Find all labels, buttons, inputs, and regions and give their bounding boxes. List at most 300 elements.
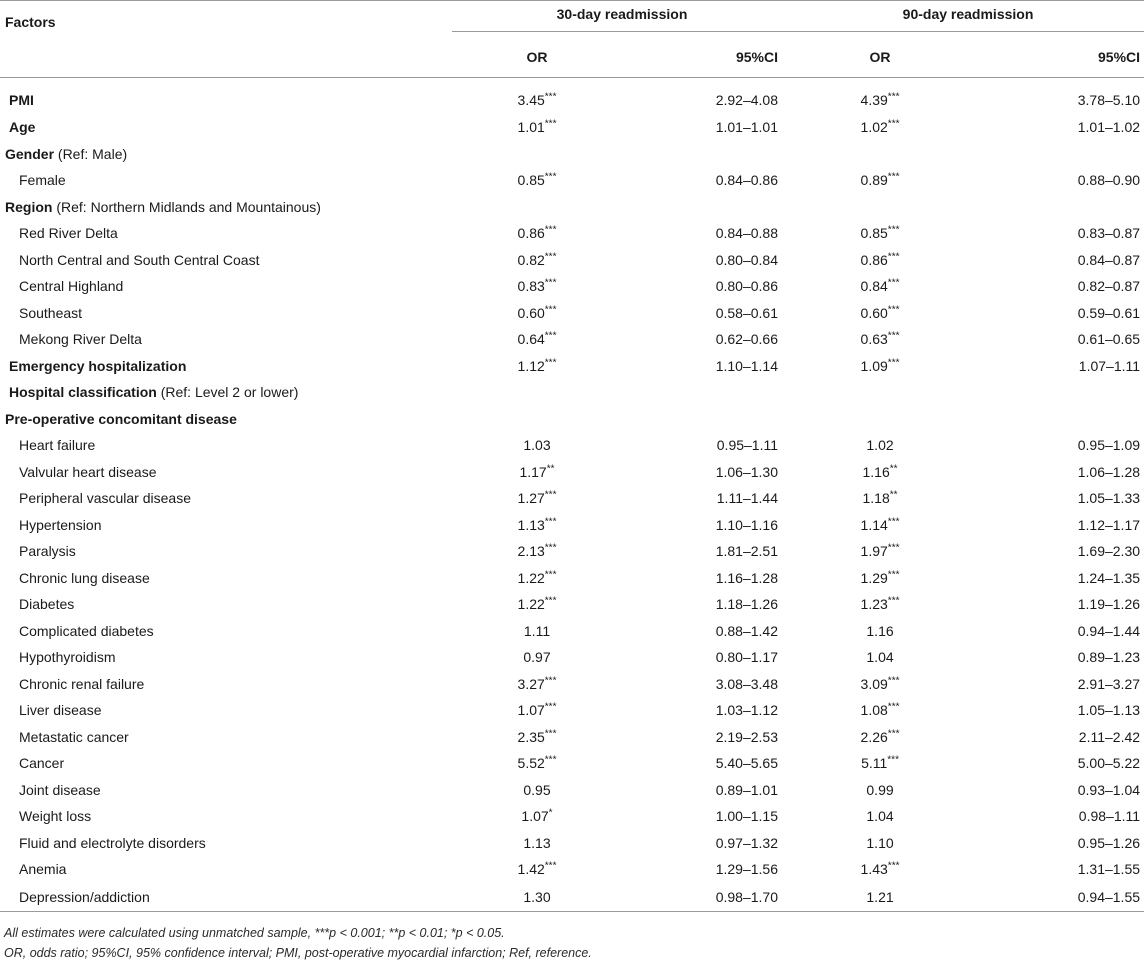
- ci-30-day: [622, 856, 792, 883]
- factor-name: Anemia: [19, 861, 67, 878]
- table-row: [0, 856, 1144, 883]
- factor-label: [0, 167, 452, 194]
- ci-90-day: [968, 644, 1144, 671]
- table-row: [0, 167, 1144, 194]
- factor-name: Hospital classification: [9, 384, 157, 401]
- table-row: [0, 644, 1144, 671]
- or-30-day-value: 1.13: [523, 834, 551, 851]
- ci-30-day: [622, 167, 792, 194]
- significance-marker: ***: [544, 701, 557, 713]
- ci-90-day: [968, 565, 1144, 592]
- ci-90-day: [968, 300, 1144, 327]
- ci-30-day: [622, 724, 792, 751]
- or-30-day-value: 1.01: [517, 119, 545, 136]
- table-row: [0, 883, 1144, 912]
- ci-90-day-value: 0.89–1.23: [1077, 649, 1141, 666]
- ci-90-day-value: 3.78–5.10: [1077, 92, 1141, 108]
- or-30-day: [452, 459, 622, 486]
- significance-marker: ***: [544, 357, 557, 369]
- table-row: [0, 697, 1144, 724]
- significance-marker: ***: [544, 595, 557, 607]
- factor-name: Cancer: [19, 755, 65, 772]
- ci-90-day-value: 1.05–1.13: [1077, 702, 1141, 719]
- table-row: [0, 830, 1144, 857]
- or-90-day-value: 3.09: [860, 675, 888, 692]
- or-30-day-value: 1.22: [517, 596, 545, 613]
- or-30-day-value: 1.03: [523, 437, 551, 454]
- ci-30-day-value: 1.00–1.15: [715, 808, 779, 825]
- or-90-day-value: 0.85: [860, 225, 888, 242]
- ci-30-day: [622, 671, 792, 698]
- table-row: [0, 671, 1144, 698]
- ci-90-day-value: 2.91–3.27: [1077, 675, 1141, 692]
- or-30-day-value: 2.13: [517, 543, 545, 560]
- ci-30-day: [622, 114, 792, 141]
- or-90-day-value: 1.08: [860, 702, 888, 719]
- ci-90-day: [968, 379, 1144, 406]
- factor-label: [0, 777, 452, 804]
- ci-90-day-value: 1.69–2.30: [1077, 543, 1141, 560]
- or-30-day: [452, 618, 622, 645]
- table-row: [0, 538, 1144, 565]
- ci-90-day-value: 0.88–0.90: [1077, 172, 1141, 189]
- ci-30-day: [622, 459, 792, 486]
- or-90-day: [792, 856, 968, 883]
- ci-90-day: [968, 114, 1144, 141]
- significance-marker: ***: [544, 304, 557, 316]
- or-30-day-value: 3.27: [517, 675, 545, 692]
- significance-marker: ***: [887, 171, 900, 183]
- ci-30-header: 95%CI: [735, 49, 779, 65]
- ci-90-day: [968, 538, 1144, 565]
- ci-90-day: [968, 220, 1144, 247]
- significance-marker: ***: [544, 118, 557, 130]
- or-90-day-value: 0.89: [860, 172, 888, 189]
- table-body: [0, 78, 1144, 912]
- ci-90-day: [968, 803, 1144, 830]
- factor-name: Hypothyroidism: [19, 649, 116, 666]
- ci-30-day-value: 0.80–0.84: [715, 251, 779, 268]
- table-row: [0, 591, 1144, 618]
- table-row: [0, 406, 1144, 433]
- ci-90-day: [968, 326, 1144, 353]
- factor-label: [0, 883, 452, 912]
- group-header-30-day-label: 30-day readmission: [452, 6, 792, 32]
- table-row: [0, 141, 1144, 168]
- significance-marker: ***: [544, 489, 557, 501]
- or-30-day-value: 0.85: [517, 172, 545, 189]
- or-90-day: [792, 167, 968, 194]
- factor-name: Hypertension: [19, 516, 102, 533]
- ci-30-day: [622, 883, 792, 912]
- table-row: [0, 565, 1144, 592]
- factor-name: PMI: [9, 92, 34, 108]
- significance-marker: ***: [544, 728, 557, 740]
- factor-label: [0, 459, 452, 486]
- or-90-day: [792, 724, 968, 751]
- factor-name: Emergency hospitalization: [9, 357, 187, 374]
- ci-30-day-value: 0.80–0.86: [715, 278, 779, 295]
- table-row: [0, 78, 1144, 115]
- factor-name: Complicated diabetes: [19, 622, 154, 639]
- or-90-day-value: 1.02: [866, 437, 894, 454]
- factor-label: [0, 326, 452, 353]
- ci-30-day: [622, 78, 792, 115]
- or-30-day-value: 0.86: [517, 225, 545, 242]
- or-90-header: OR: [869, 49, 891, 65]
- or-90-day-value: 1.23: [860, 596, 888, 613]
- factors-header: Factors: [0, 1, 452, 78]
- reference-note: (Ref: Northern Midlands and Mountainous): [52, 198, 321, 215]
- ci-90-day-value: 1.01–1.02: [1077, 119, 1141, 136]
- significance-marker: ***: [544, 569, 557, 581]
- or-30-day-value: 1.11: [523, 622, 551, 639]
- or-90-day-value: 1.04: [866, 649, 894, 666]
- or-30-day-value: 1.13: [517, 516, 545, 533]
- or-90-day-value: 0.86: [860, 251, 888, 268]
- factor-label: [0, 538, 452, 565]
- table-row: [0, 300, 1144, 327]
- ci-30-day: [622, 379, 792, 406]
- factor-name: Age: [9, 119, 36, 136]
- factor-name: Heart failure: [19, 437, 96, 454]
- table-row: [0, 114, 1144, 141]
- or-90-day-value: 0.63: [860, 331, 888, 348]
- or-90-day: [792, 353, 968, 380]
- factor-name: Depression/addiction: [19, 888, 150, 905]
- or-30-day: [452, 512, 622, 539]
- or-90-day-value: 0.84: [860, 278, 888, 295]
- ci-90-day: [968, 777, 1144, 804]
- table-row: [0, 618, 1144, 645]
- or-30-day: [452, 220, 622, 247]
- or-90-day-value: 1.16: [866, 622, 894, 639]
- or-90-day-value: 1.18: [862, 490, 890, 507]
- table-row: [0, 220, 1144, 247]
- factor-name: Region: [5, 198, 53, 215]
- factor-label: [0, 194, 452, 221]
- significance-marker: ***: [887, 754, 899, 766]
- factor-name: Chronic renal failure: [19, 675, 145, 692]
- ci-90-day: [968, 353, 1144, 380]
- or-30-day-value: 2.35: [517, 728, 545, 745]
- ci-90-day: [968, 856, 1144, 883]
- or-30-day: [452, 379, 622, 406]
- or-30-day: [452, 247, 622, 274]
- factor-name: Weight loss: [19, 808, 92, 825]
- ci-90-day-value: 1.12–1.17: [1077, 516, 1141, 533]
- significance-marker: ***: [887, 569, 900, 581]
- factor-label: [0, 485, 452, 512]
- ci-30-day: [622, 406, 792, 433]
- or-30-day: [452, 883, 622, 912]
- ci-30-day: [622, 803, 792, 830]
- factor-name: Peripheral vascular disease: [19, 490, 191, 507]
- or-30-day-value: 0.60: [517, 304, 545, 321]
- ci-90-day: [968, 830, 1144, 857]
- ci-90-day: [968, 167, 1144, 194]
- factor-label: [0, 697, 452, 724]
- or-90-day: [792, 379, 968, 406]
- table-row: [0, 273, 1144, 300]
- significance-marker: **: [546, 463, 555, 475]
- or-90-day-value: 5.11: [861, 755, 888, 772]
- significance-marker: ***: [544, 171, 557, 183]
- table-row: [0, 485, 1144, 512]
- factor-name: Diabetes: [19, 596, 75, 613]
- ci-90-day-value: 1.24–1.35: [1077, 569, 1141, 586]
- significance-marker: ***: [887, 728, 900, 740]
- factor-name: Pre-operative concomitant disease: [5, 410, 237, 427]
- ci-30-day-value: 0.97–1.32: [715, 834, 779, 851]
- ci-90-day-value: 1.31–1.55: [1077, 861, 1141, 878]
- or-90-day: [792, 432, 968, 459]
- ci-30-day-value: 1.11–1.44: [716, 490, 779, 507]
- or-90-day: [792, 644, 968, 671]
- factor-label: [0, 644, 452, 671]
- significance-marker: **: [889, 463, 898, 475]
- ci-90-day: [968, 724, 1144, 751]
- or-90-day-value: 1.16: [862, 463, 890, 480]
- or-30-day-value: 1.12: [517, 357, 545, 374]
- ci-30-day: [622, 830, 792, 857]
- factor-label: [0, 565, 452, 592]
- or-30-day: [452, 724, 622, 751]
- ci-90-day-value: 1.07–1.11: [1078, 357, 1141, 374]
- significance-marker: ***: [887, 251, 900, 263]
- ci-30-day: [622, 353, 792, 380]
- factor-label: [0, 141, 452, 168]
- or-30-day: [452, 432, 622, 459]
- ci-90-day-value: 0.95–1.26: [1077, 834, 1141, 851]
- ci-90-day-value: 0.59–0.61: [1077, 304, 1141, 321]
- ci-90-day-value: 0.84–0.87: [1077, 251, 1141, 268]
- ci-30-day-value: 0.84–0.88: [715, 225, 779, 242]
- or-30-day: [452, 856, 622, 883]
- factor-name: Joint disease: [19, 781, 101, 798]
- ci-90-day: [968, 141, 1144, 168]
- reference-note: (Ref: Male): [54, 145, 128, 162]
- or-30-day-value: 1.07: [521, 808, 549, 825]
- or-30-day-value: 5.52: [517, 755, 545, 772]
- ci-30-day-value: 2.19–2.53: [715, 728, 779, 745]
- ci-90-day: [968, 485, 1144, 512]
- significance-marker: ***: [544, 277, 557, 289]
- or-90-day-value: 1.43: [860, 861, 888, 878]
- factor-label: [0, 353, 452, 380]
- or-90-day: [792, 78, 968, 115]
- or-90-day: [792, 406, 968, 433]
- or-90-day: [792, 883, 968, 912]
- ci-30-day-value: 1.29–1.56: [715, 861, 779, 878]
- significance-marker: ***: [544, 224, 557, 236]
- footnote-abbreviations: OR, odds ratio; 95%CI, 95% confidence interval; PMI, post-operative myocardial infarction; Ref, reference.: [4, 945, 592, 960]
- or-90-day: [792, 194, 968, 221]
- significance-marker: ***: [887, 675, 900, 687]
- or-90-day-value: 1.04: [866, 808, 894, 825]
- table-footnotes: [0, 923, 1144, 963]
- factor-name: Southeast: [19, 304, 83, 321]
- reference-note: (Ref: Level 2 or lower): [156, 384, 299, 401]
- significance-marker: ***: [544, 675, 557, 687]
- table-row: [0, 750, 1144, 777]
- ci-30-day: [622, 644, 792, 671]
- factor-name: Female: [19, 172, 66, 189]
- factor-name: Metastatic cancer: [19, 728, 129, 745]
- or-30-day: [452, 353, 622, 380]
- or-30-day-value: 1.42: [517, 861, 545, 878]
- or-30-header: OR: [526, 49, 548, 65]
- factor-label: [0, 300, 452, 327]
- ci-90-day: [968, 194, 1144, 221]
- ci-30-day: [622, 618, 792, 645]
- table-row: [0, 803, 1144, 830]
- or-30-day-value: 0.64: [517, 331, 545, 348]
- ci-30-day-value: 0.62–0.66: [715, 331, 779, 348]
- or-30-day-value: 1.30: [523, 888, 551, 905]
- significance-marker: *: [548, 807, 553, 819]
- ci-30-day-value: 0.88–1.42: [715, 622, 779, 639]
- ci-90-day-value: 0.61–0.65: [1077, 331, 1141, 348]
- ci-30-day-value: 0.58–0.61: [715, 304, 779, 321]
- ci-30-day: [622, 777, 792, 804]
- or-30-day: [452, 591, 622, 618]
- ci-30-day-value: 1.03–1.12: [715, 702, 779, 719]
- or-30-day: [452, 167, 622, 194]
- or-30-day: [452, 273, 622, 300]
- ci-30-day: [622, 591, 792, 618]
- ci-30-day-value: 1.10–1.14: [715, 357, 779, 374]
- or-90-day: [792, 618, 968, 645]
- significance-marker: ***: [544, 754, 557, 766]
- ci-90-day: [968, 697, 1144, 724]
- ci-90-day-value: 0.93–1.04: [1077, 781, 1141, 798]
- factor-label: [0, 618, 452, 645]
- ci-30-day: [622, 247, 792, 274]
- significance-marker: ***: [544, 91, 557, 103]
- or-30-day: [452, 803, 622, 830]
- or-30-day-value: 0.97: [523, 649, 551, 666]
- ci-90-day-value: 1.05–1.33: [1077, 490, 1141, 507]
- ci-30-day-value: 0.80–1.17: [715, 649, 779, 666]
- factor-label: [0, 803, 452, 830]
- ci-30-day-value: 1.16–1.28: [715, 569, 779, 586]
- or-90-day-value: 0.99: [866, 781, 894, 798]
- ci-30-day: [622, 432, 792, 459]
- group-header-90-day-label: 90-day readmission: [792, 6, 1144, 32]
- factor-label: [0, 724, 452, 751]
- ci-30-day: [622, 565, 792, 592]
- or-90-day-value: 1.21: [866, 888, 894, 905]
- factor-label: [0, 750, 452, 777]
- or-90-day-value: 0.60: [860, 304, 888, 321]
- ci-90-day-value: 0.83–0.87: [1077, 225, 1141, 242]
- factor-label: [0, 273, 452, 300]
- or-90-day: [792, 591, 968, 618]
- table-row: [0, 432, 1144, 459]
- significance-marker: ***: [887, 118, 900, 130]
- header-row-groups: [0, 1, 1144, 38]
- or-90-day: [792, 830, 968, 857]
- or-30-day: [452, 406, 622, 433]
- factor-name: Fluid and electrolyte disorders: [19, 834, 206, 851]
- ci-30-day: [622, 300, 792, 327]
- or-30-day: [452, 697, 622, 724]
- or-90-day: [792, 273, 968, 300]
- factor-name: North Central and South Central Coast: [19, 251, 260, 268]
- significance-marker: ***: [887, 277, 900, 289]
- ci-30-day-value: 0.95–1.11: [716, 437, 779, 454]
- footnote-significance: All estimates were calculated using unmatched sample, ***p < 0.001; **p < 0.01; *p < 0.05.: [4, 925, 505, 940]
- ci-30-day: [622, 485, 792, 512]
- significance-marker: ***: [544, 516, 557, 528]
- or-90-day: [792, 247, 968, 274]
- or-90-day: [792, 114, 968, 141]
- ci-90-day-value: 0.94–1.55: [1077, 888, 1141, 905]
- ci-30-day: [622, 697, 792, 724]
- factor-name: Paralysis: [19, 543, 76, 560]
- factor-label: [0, 432, 452, 459]
- ci-90-day: [968, 406, 1144, 433]
- group-header-30-day: [452, 1, 792, 38]
- ci-30-day-value: 0.84–0.86: [715, 172, 779, 189]
- ci-90-day: [968, 750, 1144, 777]
- ci-90-header: 95%CI: [1098, 49, 1141, 65]
- or-30-day-value: 1.22: [517, 569, 545, 586]
- or-90-day-value: 1.97: [860, 543, 888, 560]
- or-90-day: [792, 141, 968, 168]
- significance-marker: ***: [887, 542, 900, 554]
- table-row: [0, 247, 1144, 274]
- table-row: [0, 459, 1144, 486]
- or-90-day: [792, 538, 968, 565]
- or-30-day: [452, 777, 622, 804]
- table-row: [0, 379, 1144, 406]
- or-90-day-value: 2.26: [860, 728, 888, 745]
- factor-name: Valvular heart disease: [19, 463, 157, 480]
- factor-name: Liver disease: [19, 702, 102, 719]
- factor-label: [0, 78, 452, 115]
- or-30-day: [452, 141, 622, 168]
- significance-marker: ***: [544, 330, 557, 342]
- significance-marker: ***: [887, 516, 900, 528]
- ci-90-day: [968, 273, 1144, 300]
- or-30-day-value: 1.07: [517, 702, 545, 719]
- significance-marker: **: [889, 489, 898, 501]
- or-90-day-value: 1.09: [860, 357, 888, 374]
- ci-30-day: [622, 220, 792, 247]
- or-90-day: [792, 512, 968, 539]
- or-90-day: [792, 697, 968, 724]
- or-90-day: [792, 750, 968, 777]
- factor-name: Gender: [5, 145, 55, 162]
- significance-marker: ***: [544, 542, 557, 554]
- table-row: [0, 353, 1144, 380]
- ci-30-day-value: 1.10–1.16: [715, 516, 779, 533]
- or-90-day: [792, 300, 968, 327]
- ci-90-day-value: 0.82–0.87: [1077, 278, 1141, 295]
- or-90-day: [792, 459, 968, 486]
- or-30-day-value: 0.82: [517, 251, 545, 268]
- or-90-day: [792, 565, 968, 592]
- significance-marker: ***: [887, 860, 900, 872]
- or-90-day-value: 4.39: [860, 92, 888, 108]
- or-30-day: [452, 750, 622, 777]
- ci-90-day-value: 5.00–5.22: [1077, 755, 1141, 772]
- or-30-day-value: 0.95: [523, 781, 551, 798]
- significance-marker: ***: [544, 251, 557, 263]
- significance-marker: ***: [887, 701, 900, 713]
